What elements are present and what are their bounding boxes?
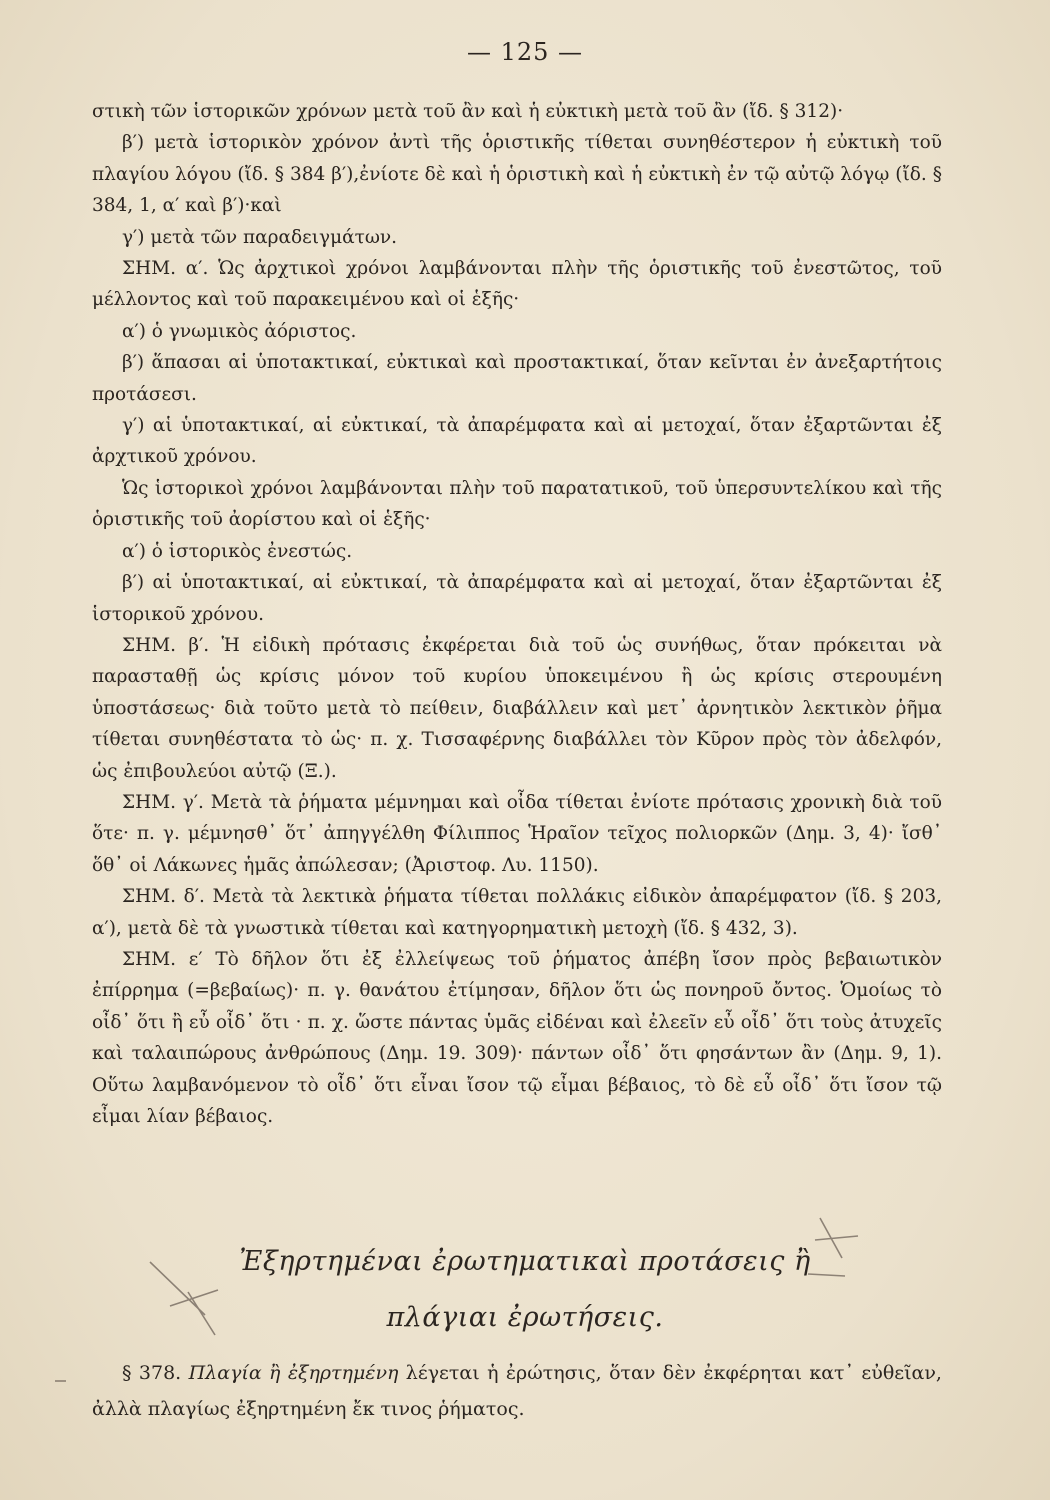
note-alpha-item-1: α′) ὁ γνωμικὸς ἀόριστος. bbox=[122, 320, 357, 342]
note-alpha-item-3: γ′) αἱ ὑποτακτικαί, αἱ εὐκτικαί, τὰ ἀπαρέμφατα καὶ αἱ μετοχαί, ὅταν ἐξαρτῶνται ἐξ ἀρχτικοῦ χρόνου. bbox=[92, 415, 942, 468]
note-alpha-item-2: β′) ἅπασαι αἱ ὑποτακτικαί, εὐκτικαὶ καὶ προστακτικαί, ὅταν κεῖνται ἐν ἀνεξαρτήτοις προτάσεσι. bbox=[92, 352, 942, 405]
section-text: λέγεται ἡ ἐρώτησις, ὅταν δὲν ἐκφέρηται κατ᾽ εὐθεῖαν, ἀλλὰ πλαγίως ἐξηρτημένη ἔκ τινος ῥήματος. bbox=[92, 1362, 942, 1420]
section-term: Πλαγία ἢ ἐξηρτημένη bbox=[188, 1362, 399, 1384]
section-heading-line-2: πλάγιαι ἐρωτήσεις. bbox=[386, 1302, 664, 1333]
body-text bbox=[92, 96, 942, 1132]
paragraph-gamma: γ′) μετὰ τῶν παραδειγμάτων. bbox=[122, 226, 398, 248]
note-delta: ΣΗΜ. δ′. Μετὰ τὰ λεκτικὰ ῥήματα τίθεται πολλάκις εἰδικὸν ἀπαρέμφατον (ἴδ. § 203, α′), μετὰ δὲ τὰ γνωστικὰ τίθεται καὶ κατηγορηματικὴ μετοχὴ (ἴδ. § 432, 3). bbox=[92, 886, 942, 939]
section-heading-line-1: Ἐξηρτημέναι ἐρωτηματικαὶ προτάσεις ἢ bbox=[239, 1246, 811, 1277]
section-378 bbox=[92, 1355, 942, 1427]
historical-item-1: α′) ὁ ἱστορικὸς ἐνεστώς. bbox=[122, 540, 353, 562]
historical-tenses-paragraph: Ὡς ἱστορικοὶ χρόνοι λαμβάνονται πλὴν τοῦ παρατατικοῦ, τοῦ ὑπερσυντελίκου καὶ τῆς ὁριστικῆς τοῦ ἀορίστου καὶ οἱ ἑξῆς· bbox=[92, 477, 942, 531]
section-378-paragraph bbox=[92, 1355, 942, 1427]
note-alpha: ΣΗΜ. α′. Ὡς ἀρχτικοὶ χρόνοι λαμβάνονται πλὴν τῆς ὁριστικῆς τοῦ ἐνεστῶτος, τοῦ μέλλοντος καὶ τοῦ παρακειμένου καὶ οἱ ἑξῆς· bbox=[92, 258, 942, 311]
note-epsilon: ΣΗΜ. ε′ Τὸ δῆλον ὅτι ἐξ ἐλλείψεως τοῦ ῥήματος ἀπέβη ἴσον πρὸς βεβαιωτικὸν ἐπίρρημα (=βεβαίως)· π. γ. θανάτου ἐτίμησαν, δῆλον ὅτι ὡς πονηροῦ ὄντος. Ὁμοίως τὸ οἶδ᾽ ὅτι ἢ εὖ οἶδ᾽ ὅτι · π. χ. ὥστε πάντας ὑμᾶς εἰδέναι καὶ ἐλεεῖν εὖ οἶδ᾽ ὅτι τοὺς ἀτυχεῖς καὶ ταλαιπώρους ἀνθρώπους (Δημ. 19. 309)· πάντων οἶδ᾽ ὅτι φησάντων ἂν (Δημ. 9, 1). Οὕτω λαμβανόμενον τὸ οἶδ᾽ ὅτι εἶναι ἴσον τῷ εἶμαι βέβαιος, τὸ δὲ εὖ οἶδ᾽ ὅτι ἴσον τῷ εἶμαι λίαν βέβαιος. bbox=[92, 948, 942, 1127]
historical-item-2: β′) αἱ ὑποτακτικαί, αἱ εὐκτικαί, τὰ ἀπαρέμφατα καὶ αἱ μετοχαί, ὅταν ἐξαρτῶνται ἐξ ἱστορικοῦ χρόνου. bbox=[92, 572, 942, 625]
note-beta: ΣΗΜ. β′. Ἡ εἰδικὴ πρότασις ἐκφέρεται διὰ τοῦ ὡς συνήθως, ὅταν πρόκειται νὰ παρασταθῇ ὡς κρίσις μόνον τοῦ κυρίου ὑποκειμένου ἢ ὡς κρίσις στερουμένη ὑποστάσεως· διὰ τοῦτο μετὰ τὸ πείθειν, διαβάλλειν καὶ μετ᾽ ἀρνητικὸν λεκτικὸν ῥῆμα τίθεται συνηθέστατα τὸ ὡς· π. χ. Τισσαφέρνης διαβάλλει τὸν Κῦρον πρὸς τὸν ἀδελφόν, ὡς ἐπιβουλεύοι αὐτῷ (Ξ.). bbox=[92, 634, 942, 782]
note-gamma: ΣΗΜ. γ′. Μετὰ τὰ ῥήματα μέμνημαι καὶ οἶδα τίθεται ἐνίοτε πρότασις χρονικὴ διὰ τοῦ ὅτε· π. γ. μέμνησθ᾽ ὅτ᾽ ἀπηγγέλθη Φίλιππος Ἡραῖον τεῖχος πολιορκῶν (Δημ. 3, 4)· ἴσθ᾽ ὅθ᾽ οἱ Λάκωνες ἡμᾶς ἀπώλεσαν; (Ἀριστοφ. Λυ. 1150). bbox=[92, 791, 942, 876]
paragraph-beta: β′) μετὰ ἱστορικὸν χρόνον ἀντὶ τῆς ὁριστικῆς τίθεται συνηθέστερον ἡ εὐκτικὴ τοῦ πλαγίου λόγου (ἴδ. § 384 β′),ἐνίοτε δὲ καὶ ἡ ὁριστικὴ καὶ ἡ εὐκτικὴ ἐν τῷ αὐτῷ λόγῳ (ἴδ. § 384, 1, α′ καὶ β′)·καὶ bbox=[92, 132, 942, 217]
section-number: § 378. bbox=[122, 1362, 182, 1384]
paragraph-continuation: στικὴ τῶν ἱστορικῶν χρόνων μετὰ τοῦ ἂν καὶ ἡ εὐκτικὴ μετὰ τοῦ ἂν (ἴδ. § 312)· bbox=[92, 101, 844, 122]
page-number: — 125 — bbox=[466, 38, 584, 66]
